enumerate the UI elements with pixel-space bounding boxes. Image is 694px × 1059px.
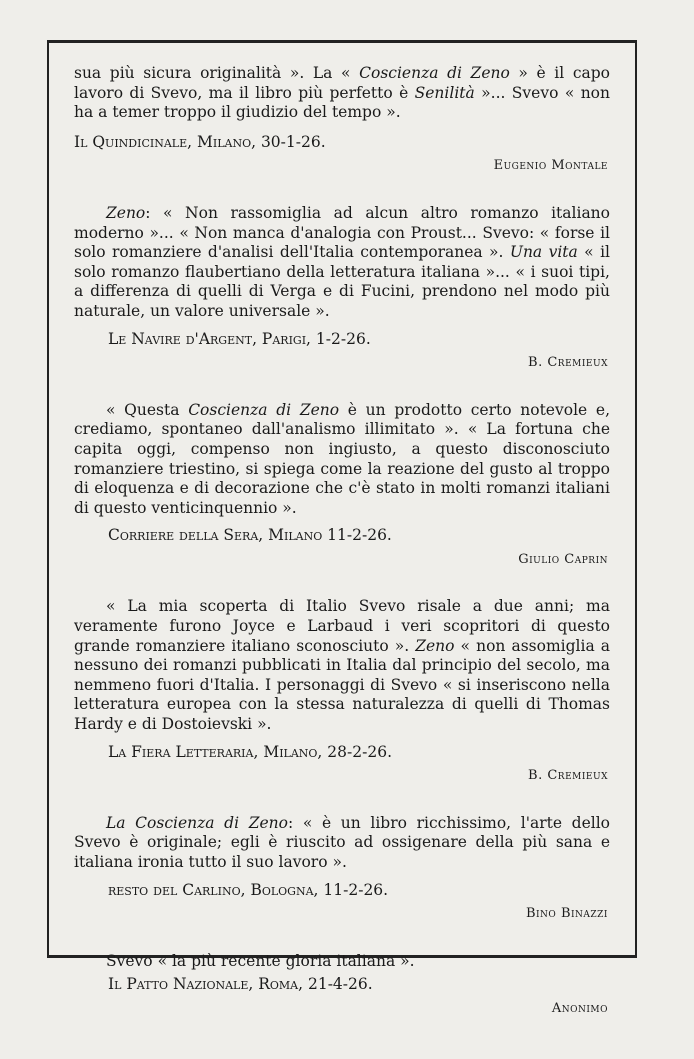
review-source: resto del Carlino, Bologna, 11-2-26. <box>108 880 389 899</box>
reviews-column <box>74 64 610 1047</box>
review-source: Il Patto Nazionale, Roma, 21-4-26. <box>108 975 373 994</box>
review-block <box>74 401 610 570</box>
review-block <box>74 814 610 924</box>
review-source: Corriere della Sera, Milano 11-2-26. <box>108 526 392 545</box>
review-source: Il Quindicinale, Milano, 30-1-26. <box>74 132 326 151</box>
review-source: Le Navire d'Argent, Parigi, 1-2-26. <box>108 329 371 348</box>
review-author: Bino Binazzi <box>525 906 608 922</box>
review-author: B. Cremieux <box>528 355 608 371</box>
review-quote: Zeno: « Non rassomiglia ad alcun altro romanzo italiano moderno »... « Non manca d'analogia con Proust... Svevo: « forse il solo romanziere d'analisi dell'Italia contemporanea ». Una vita « il solo romanzo flaubertiano della letteratura italiana »... « i suoi tipi, a differenza di quelli di Verga e di Fucini, prendono nel modo più naturale, un valore universale ». <box>74 203 610 320</box>
review-block <box>74 952 610 1019</box>
top-rule <box>47 40 637 43</box>
review-source: La Fiera Letteraria, Milano, 28-2-26. <box>108 742 392 761</box>
review-quote: sua più sicura originalità ». La « Coscienza di Zeno » è il capo lavoro di Svevo, ma il libro più perfetto è Senilità »... Svevo « non ha a temer troppo il giudizio del tempo ». <box>74 64 611 122</box>
review-quote: Svevo « la più recente gloria italiana ». <box>106 951 415 970</box>
review-block <box>74 64 610 176</box>
review-block <box>74 597 610 785</box>
review-author: Giulio Caprin <box>518 551 608 567</box>
review-quote: « Questa Coscienza di Zeno è un prodotto certo notevole e, crediamo, spontaneo dall'analismo illimitato ». « La fortuna che capita oggi, compenso non ingiusto, a questo disconosciuto romanziere triestino, si spiega come la reazione del gusto al troppo di eloquenza e di decorazione che c'è stato in molti romanzi italiani di questo venticinquennio ». <box>74 400 611 517</box>
review-quote: « La mia scoperta di Italio Svevo risale a due anni; ma veramente furono Joyce e Larbaud i veri scopritori di questo grande romanziere italiano sconosciuto ». Zeno « non assomiglia a nessuno dei romanzi pubblicati in Italia dal principio del secolo, ma nemmeno fuori d'Italia. I personaggi di Svevo « si inseriscono nella letteratura europea con la stessa naturalezza di quelli di Thomas Hardy e di Dostoievski ». <box>74 597 610 734</box>
review-author: Anonimo <box>551 1000 608 1016</box>
review-author: Eugenio Montale <box>493 158 608 174</box>
review-block <box>74 204 610 373</box>
review-quote: La Coscienza di Zeno: « è un libro ricchissimo, l'arte dello Svevo è originale; egli è riuscito ad ossigenare della più sana e italiana ironia tutto il suo lavoro ». <box>74 813 610 871</box>
review-author: B. Cremieux <box>528 768 608 784</box>
